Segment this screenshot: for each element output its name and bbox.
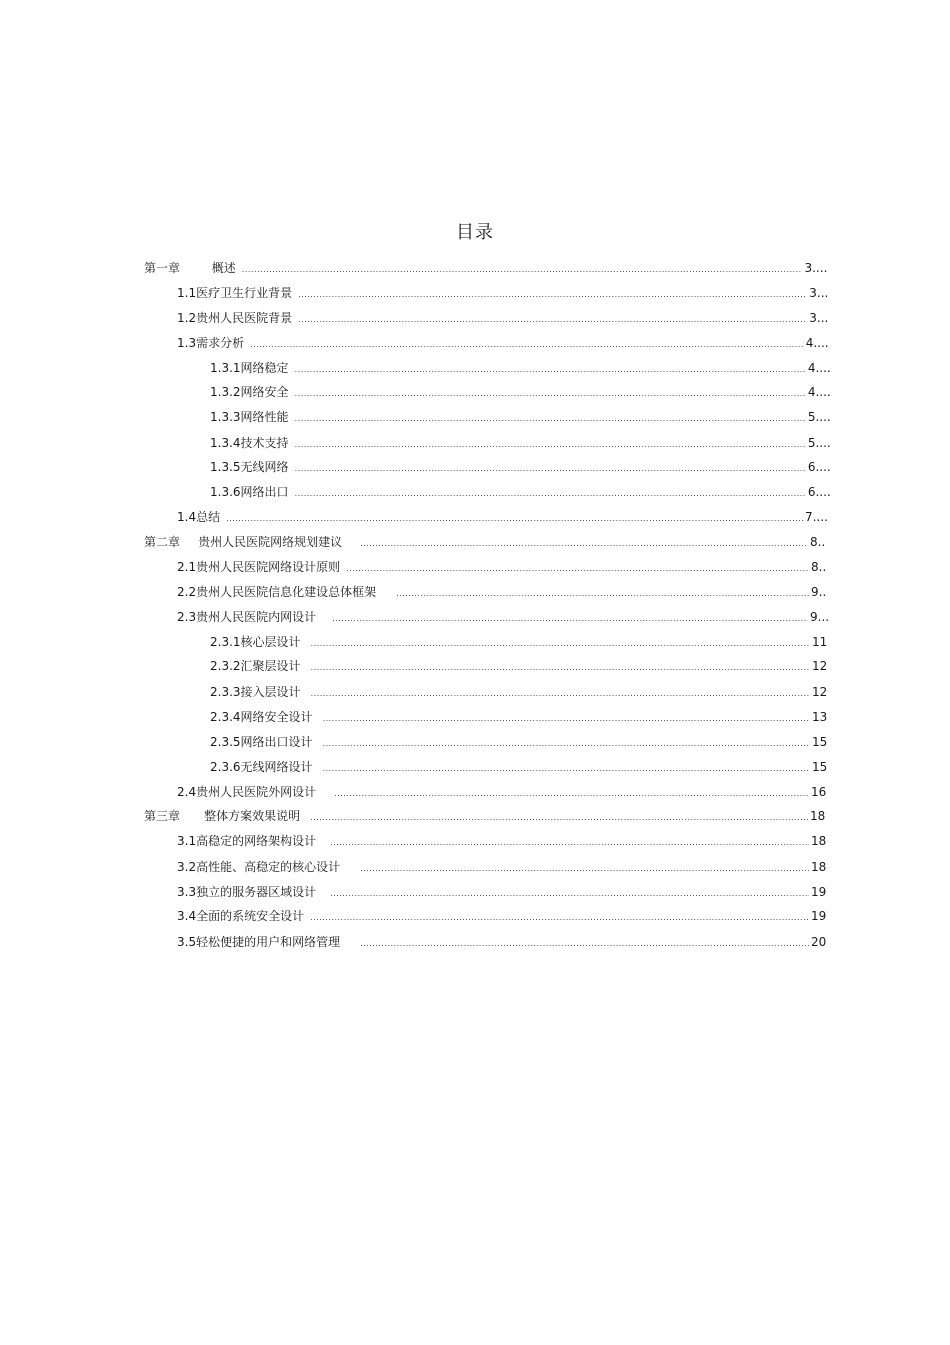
toc-leader-dots bbox=[295, 361, 806, 379]
toc-entry-1-3-6[interactable] bbox=[210, 483, 831, 501]
toc-entry-3-1[interactable] bbox=[177, 832, 827, 850]
toc-entry-number: 1.3.5 bbox=[210, 460, 241, 474]
toc-leader-dots bbox=[323, 760, 810, 778]
toc-entry-3-4[interactable] bbox=[177, 907, 827, 925]
toc-entry-label: 概述 bbox=[211, 261, 236, 275]
toc-entry-number: 第二章 bbox=[144, 535, 181, 549]
toc-entry-1-4[interactable] bbox=[177, 508, 828, 526]
toc-entry-number: 1.2 bbox=[177, 311, 197, 325]
toc-entry-label: 全面的系统安全设计 bbox=[196, 909, 305, 923]
toc-entry-page: 4.... bbox=[807, 385, 831, 399]
toc-entry-2-3-1[interactable] bbox=[210, 633, 828, 651]
toc-leader-dots bbox=[323, 735, 810, 753]
toc-entry-number: 2.3.1 bbox=[210, 635, 241, 649]
toc-entry-page: 4.... bbox=[807, 361, 831, 375]
toc-entry-label: 需求分析 bbox=[196, 336, 245, 350]
toc-leader-dots bbox=[330, 834, 809, 852]
toc-entry-page: 6.... bbox=[807, 485, 831, 499]
toc-entry-label: 网络稳定 bbox=[240, 361, 289, 375]
toc-entry-2-3-5[interactable] bbox=[210, 733, 828, 751]
toc-entry-number: 1.3.4 bbox=[210, 436, 241, 450]
toc-entry-2-3-3[interactable] bbox=[210, 683, 828, 701]
toc-entry-1-3-5[interactable] bbox=[210, 458, 831, 476]
toc-entry-3-5[interactable] bbox=[177, 933, 827, 951]
toc-entry-page: 18 bbox=[810, 809, 826, 823]
toc-entry-1-3-1[interactable] bbox=[210, 359, 831, 377]
toc-title: 目录 bbox=[456, 222, 494, 243]
toc-leader-dots bbox=[346, 560, 809, 578]
toc-leader-dots bbox=[298, 286, 807, 304]
toc-entry-number: 1.3 bbox=[177, 336, 197, 350]
toc-entry-number: 第一章 bbox=[144, 261, 181, 275]
toc-entry-page: 9... bbox=[810, 610, 830, 624]
toc-entry-1-3-2[interactable] bbox=[210, 383, 831, 401]
toc-entry-page: 5.... bbox=[807, 410, 831, 424]
toc-leader-dots bbox=[396, 585, 809, 603]
toc-entry-3-3[interactable] bbox=[177, 883, 827, 901]
toc-entry-label: 核心层设计 bbox=[240, 635, 301, 649]
toc-entry-3-2[interactable] bbox=[177, 858, 827, 876]
toc-entry-page: 16 bbox=[811, 785, 827, 799]
toc-entry-2-1[interactable] bbox=[177, 558, 827, 576]
toc-entry-page: 6.... bbox=[807, 460, 831, 474]
toc-leader-dots bbox=[360, 935, 809, 953]
toc-entry-label: 网络出口设计 bbox=[240, 735, 313, 749]
toc-entry-label: 整体方案效果说明 bbox=[204, 809, 301, 823]
toc-entry-number: 1.3.2 bbox=[210, 385, 241, 399]
toc-entry-label: 贵州人民医院外网设计 bbox=[196, 785, 317, 799]
toc-leader-dots bbox=[295, 460, 806, 478]
toc-entry-label: 医疗卫生行业背景 bbox=[196, 286, 293, 300]
toc-entry-chapter-2[interactable] bbox=[144, 533, 826, 551]
toc-entry-page: 15 bbox=[812, 760, 828, 774]
toc-leader-dots bbox=[330, 885, 809, 903]
toc-entry-1-3-4[interactable] bbox=[210, 434, 831, 452]
toc-entry-2-4[interactable] bbox=[177, 783, 827, 801]
toc-entry-number: 1.3.6 bbox=[210, 485, 241, 499]
toc-entry-number: 3.4 bbox=[177, 909, 197, 923]
toc-entry-2-3-6[interactable] bbox=[210, 758, 828, 776]
toc-entry-page: 19 bbox=[811, 885, 827, 899]
toc-leader-dots bbox=[226, 510, 803, 528]
toc-leader-dots bbox=[310, 909, 809, 927]
toc-entry-page: 18 bbox=[811, 860, 827, 874]
toc-entry-number: 1.4 bbox=[177, 510, 197, 524]
toc-entry-2-3-2[interactable] bbox=[210, 657, 828, 675]
toc-entry-page: 12 bbox=[812, 659, 828, 673]
toc-leader-dots bbox=[334, 785, 809, 803]
toc-leader-dots bbox=[311, 685, 810, 703]
toc-leader-dots bbox=[311, 635, 810, 653]
toc-leader-dots bbox=[295, 385, 806, 403]
toc-entry-number: 3.5 bbox=[177, 935, 197, 949]
toc-entry-label: 汇聚层设计 bbox=[240, 659, 301, 673]
toc-entry-page: 7.... bbox=[805, 510, 828, 524]
toc-entry-number: 2.3.5 bbox=[210, 735, 241, 749]
toc-entry-page: 19 bbox=[811, 909, 827, 923]
toc-leader-dots bbox=[360, 860, 809, 878]
toc-entry-page: 3... bbox=[809, 286, 829, 300]
toc-entry-number: 3.2 bbox=[177, 860, 197, 874]
toc-entry-page: 12 bbox=[812, 685, 828, 699]
toc-entry-label: 贵州人民医院背景 bbox=[196, 311, 293, 325]
toc-entry-number: 1.1 bbox=[177, 286, 197, 300]
toc-entry-number: 1.3.3 bbox=[210, 410, 241, 424]
toc-leader-dots bbox=[295, 485, 806, 503]
toc-entry-1-3-3[interactable] bbox=[210, 408, 831, 426]
toc-entry-label: 贵州人民医院信息化建设总体框架 bbox=[196, 585, 377, 599]
toc-entry-label: 技术支持 bbox=[240, 436, 289, 450]
toc-entry-label: 总结 bbox=[196, 510, 221, 524]
toc-entry-page: 18 bbox=[811, 834, 827, 848]
toc-entry-page: 15 bbox=[812, 735, 828, 749]
toc-entry-number: 3.1 bbox=[177, 834, 197, 848]
toc-entry-number: 2.3.2 bbox=[210, 659, 241, 673]
toc-leader-dots bbox=[295, 436, 806, 454]
toc-entry-number: 1.3.1 bbox=[210, 361, 241, 375]
toc-entry-page: 13 bbox=[812, 710, 828, 724]
toc-entry-label: 轻松便捷的用户和网络管理 bbox=[196, 935, 341, 949]
toc-entry-number: 2.3.4 bbox=[210, 710, 241, 724]
toc-entry-label: 接入层设计 bbox=[240, 685, 301, 699]
toc-entry-chapter-1[interactable] bbox=[144, 259, 828, 277]
toc-entry-label: 贵州人民医院网络设计原则 bbox=[196, 560, 341, 574]
toc-entry-1-1[interactable] bbox=[177, 284, 829, 302]
toc-entry-number: 2.4 bbox=[177, 785, 197, 799]
toc-entry-page: 11 bbox=[812, 635, 828, 649]
toc-entry-label: 网络性能 bbox=[240, 410, 289, 424]
toc-leader-dots bbox=[310, 809, 808, 827]
toc-entry-page: 4.... bbox=[805, 336, 829, 350]
toc-entry-page: 3... bbox=[809, 311, 829, 325]
toc-entry-label: 高稳定的网络架构设计 bbox=[196, 834, 317, 848]
toc-entry-1-2[interactable] bbox=[177, 309, 829, 327]
toc-entry-number: 2.3.6 bbox=[210, 760, 241, 774]
toc-leader-dots bbox=[323, 710, 810, 728]
toc-leader-dots bbox=[311, 659, 810, 677]
toc-entry-number: 2.2 bbox=[177, 585, 197, 599]
toc-entry-page: 3.... bbox=[804, 261, 828, 275]
toc-entry-2-3-4[interactable] bbox=[210, 708, 828, 726]
toc-entry-2-2[interactable] bbox=[177, 583, 827, 601]
toc-entry-number: 2.3.3 bbox=[210, 685, 241, 699]
toc-entry-label: 网络出口 bbox=[240, 485, 289, 499]
toc-entry-page: 9.. bbox=[811, 585, 827, 599]
toc-leader-dots bbox=[298, 311, 807, 329]
toc-leader-dots bbox=[250, 336, 804, 354]
toc-entry-page: 5.... bbox=[807, 436, 831, 450]
toc-entry-label: 网络安全设计 bbox=[240, 710, 313, 724]
toc-entry-label: 独立的服务器区域设计 bbox=[196, 885, 317, 899]
toc-entry-page: 8.. bbox=[811, 560, 827, 574]
toc-entry-page: 8.. bbox=[810, 535, 826, 549]
toc-entry-label: 高性能、高稳定的核心设计 bbox=[196, 860, 341, 874]
toc-leader-dots bbox=[295, 410, 806, 428]
toc-leader-dots bbox=[360, 535, 808, 553]
toc-entry-1-3[interactable] bbox=[177, 334, 829, 352]
toc-entry-label: 贵州人民医院内网设计 bbox=[196, 610, 317, 624]
toc-entry-number: 3.3 bbox=[177, 885, 197, 899]
toc-entry-page: 20 bbox=[811, 935, 827, 949]
toc-entry-number: 第三章 bbox=[144, 809, 181, 823]
toc-entry-number: 2.1 bbox=[177, 560, 197, 574]
toc-entry-number: 2.3 bbox=[177, 610, 197, 624]
toc-entry-label: 贵州人民医院网络规划建议 bbox=[198, 535, 343, 549]
toc-entry-2-3[interactable] bbox=[177, 608, 830, 626]
toc-entry-chapter-3[interactable] bbox=[144, 807, 826, 825]
toc-leader-dots bbox=[242, 261, 803, 279]
toc-leader-dots bbox=[332, 610, 808, 628]
toc-entry-label: 网络安全 bbox=[240, 385, 289, 399]
toc-entry-label: 无线网络设计 bbox=[240, 760, 313, 774]
toc-entry-label: 无线网络 bbox=[240, 460, 289, 474]
